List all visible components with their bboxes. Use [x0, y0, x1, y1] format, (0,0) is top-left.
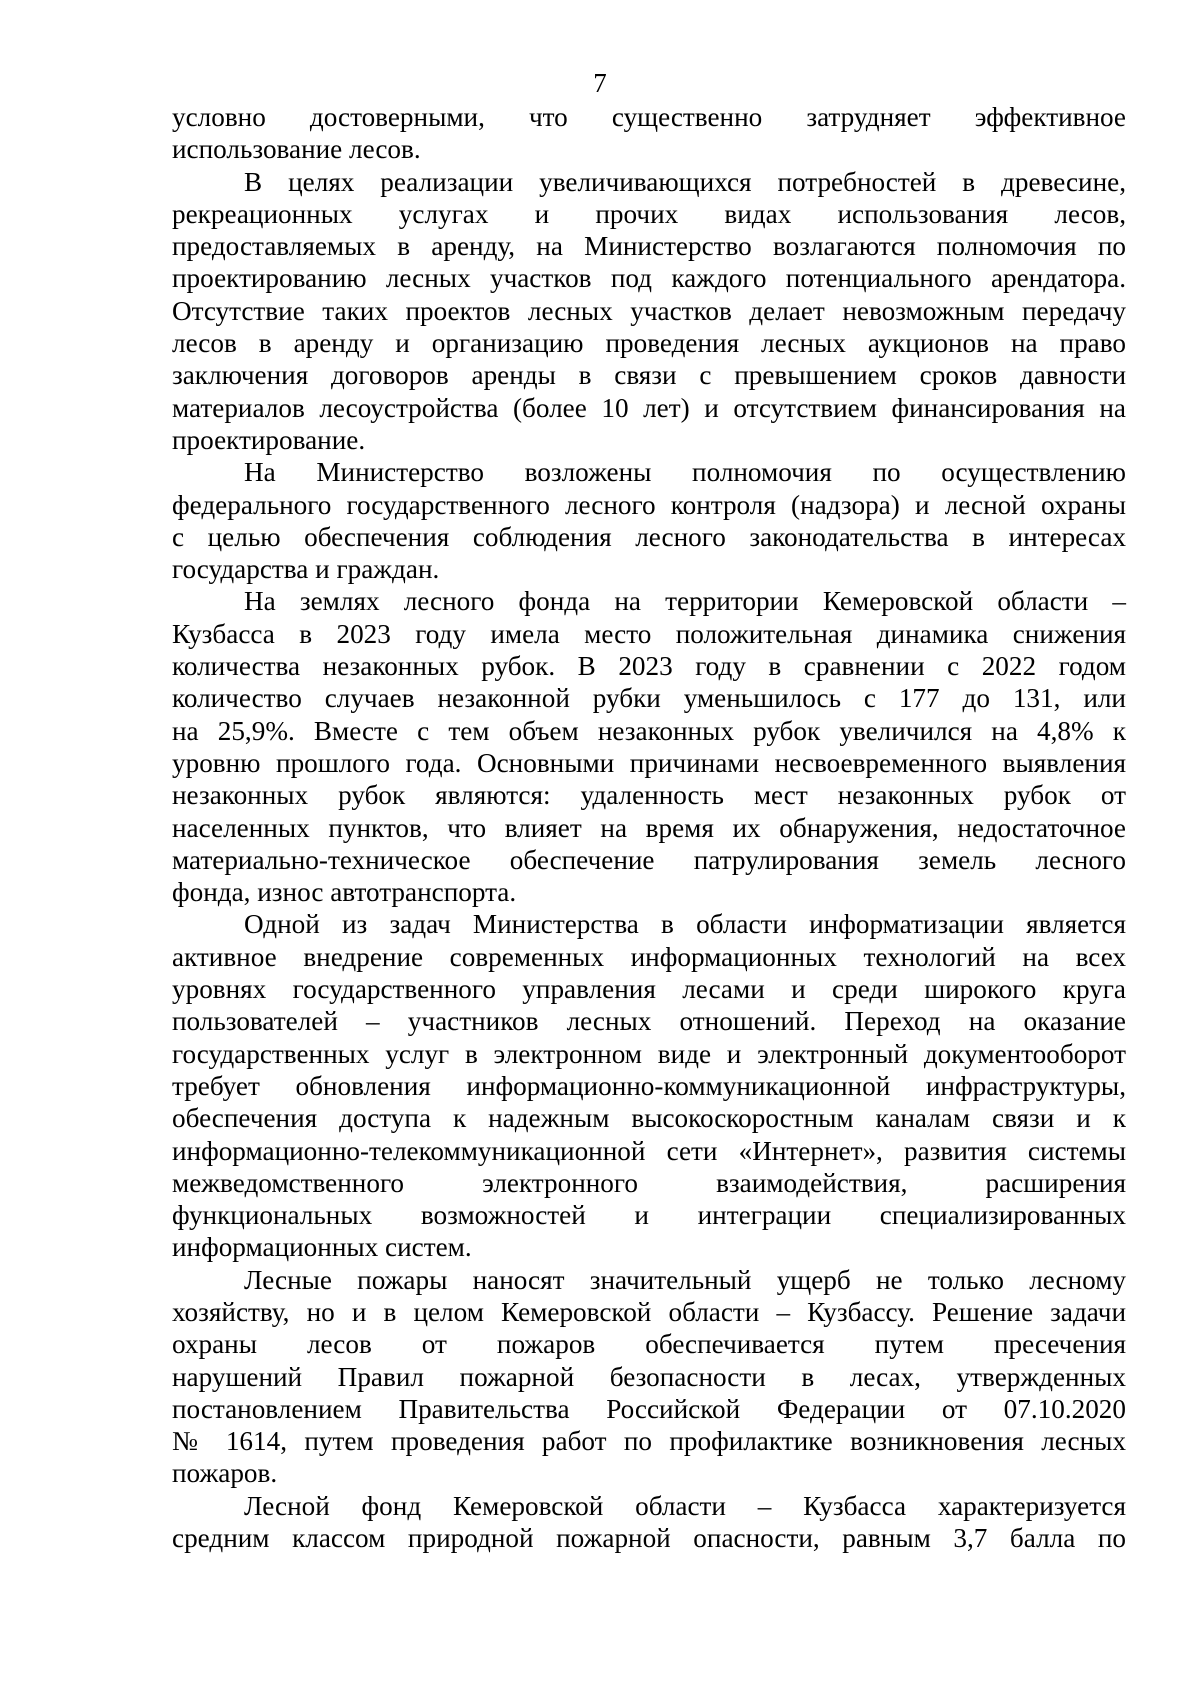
text-line: На Министерство возложены полномочия по осуществлению [244, 457, 1126, 488]
paragraph [172, 166, 1126, 457]
paragraph [172, 908, 1126, 1263]
text-line: межведомственного электронного взаимодействия, расширения [172, 1167, 1126, 1198]
document-body [172, 101, 1126, 1554]
text-line: На землях лесного фонда на территории Кемеровской области – [244, 586, 1126, 617]
text-line: использование лесов. [172, 134, 421, 165]
text-line: В целях реализации увеличивающихся потребностей в древесине, [244, 166, 1126, 197]
text-line: Кузбасса в 2023 году имела место положительная динамика снижения [172, 618, 1126, 649]
page-number: 7 [593, 68, 607, 98]
text-line: уровню прошлого года. Основными причинами несвоевременного выявления [172, 747, 1126, 778]
text-line: пожаров. [172, 1458, 278, 1489]
text-line: материально-техническое обеспечение патрулирования земель лесного [172, 844, 1126, 875]
text-line: предоставляемых в аренду, на Министерство возлагаются полномочия по [172, 231, 1126, 262]
text-line: пользователей – участников лесных отношений. Переход на оказание [172, 1006, 1126, 1037]
paragraph [172, 101, 1126, 166]
text-line: информационных систем. [172, 1232, 472, 1263]
text-line: лесов в аренду и организацию проведения лесных аукционов на право [172, 328, 1126, 359]
text-line: средним классом природной пожарной опасности, равным 3,7 балла по [172, 1523, 1126, 1554]
text-line: незаконных рубок являются: удаленность мест незаконных рубок от [172, 780, 1126, 811]
paragraph [172, 585, 1126, 908]
text-line: государственных услуг в электронном виде и электронный документооборот [172, 1038, 1126, 1069]
text-line: на 25,9%. Вместе с тем объем незаконных рубок увеличился на 4,8% к [172, 715, 1126, 746]
text-line: охраны лесов от пожаров обеспечивается путем пресечения [172, 1329, 1126, 1360]
text-line: фонда, износ автотранспорта. [172, 877, 517, 908]
text-line: населенных пунктов, что влияет на время их обнаружения, недостаточное [172, 812, 1126, 843]
text-line: постановлением Правительства Российской Федерации от 07.10.2020 [172, 1393, 1126, 1424]
paragraph [172, 1490, 1126, 1555]
text-line: Лесные пожары наносят значительный ущерб не только лесному [244, 1264, 1126, 1295]
text-line: активное внедрение современных информационных технологий на всех [172, 941, 1126, 972]
text-line: материалов лесоустройства (более 10 лет) и отсутствием финансирования на [172, 392, 1126, 423]
text-line: хозяйству, но и в целом Кемеровской области – Кузбассу. Решение задачи [172, 1296, 1126, 1327]
text-line: № 1614, путем проведения работ по профилактике возникновения лесных [172, 1426, 1126, 1457]
text-line: Одной из задач Министерства в области информатизации является [244, 909, 1126, 940]
text-line: функциональных возможностей и интеграции специализированных [172, 1200, 1126, 1231]
text-line: рекреационных услугах и прочих видах использования лесов, [172, 198, 1126, 229]
text-line: заключения договоров аренды в связи с превышением сроков давности [172, 360, 1126, 391]
text-line: информационно-телекоммуникационной сети «Интернет», развития системы [172, 1135, 1126, 1166]
text-line: обеспечения доступа к надежным высокоскоростным каналам связи и к [172, 1103, 1126, 1134]
text-line: Отсутствие таких проектов лесных участков делает невозможным передачу [172, 295, 1126, 326]
text-line: федерального государственного лесного контроля (надзора) и лесной охраны [172, 489, 1126, 520]
text-line: нарушений Правил пожарной безопасности в лесах, утвержденных [172, 1361, 1126, 1392]
paragraph [172, 456, 1126, 585]
text-line: Лесной фонд Кемеровской области – Кузбасса характеризуется [244, 1490, 1126, 1521]
text-line: проектированию лесных участков под каждого потенциального арендатора. [172, 263, 1126, 294]
text-line: государства и граждан. [172, 554, 440, 585]
text-line: условно достоверными, что существенно затрудняет эффективное [172, 102, 1126, 132]
text-line: количество случаев незаконной рубки уменьшилось с 177 до 131, или [172, 683, 1126, 714]
text-line: уровнях государственного управления лесами и среди широкого круга [172, 974, 1126, 1005]
text-line: с целью обеспечения соблюдения лесного законодательства в интересах [172, 521, 1126, 552]
text-line: требует обновления информационно-коммуникационной инфраструктуры, [172, 1070, 1126, 1101]
paragraph [172, 1264, 1126, 1490]
text-line: количества незаконных рубок. В 2023 году в сравнении с 2022 годом [172, 651, 1126, 682]
text-line: проектирование. [172, 424, 366, 455]
